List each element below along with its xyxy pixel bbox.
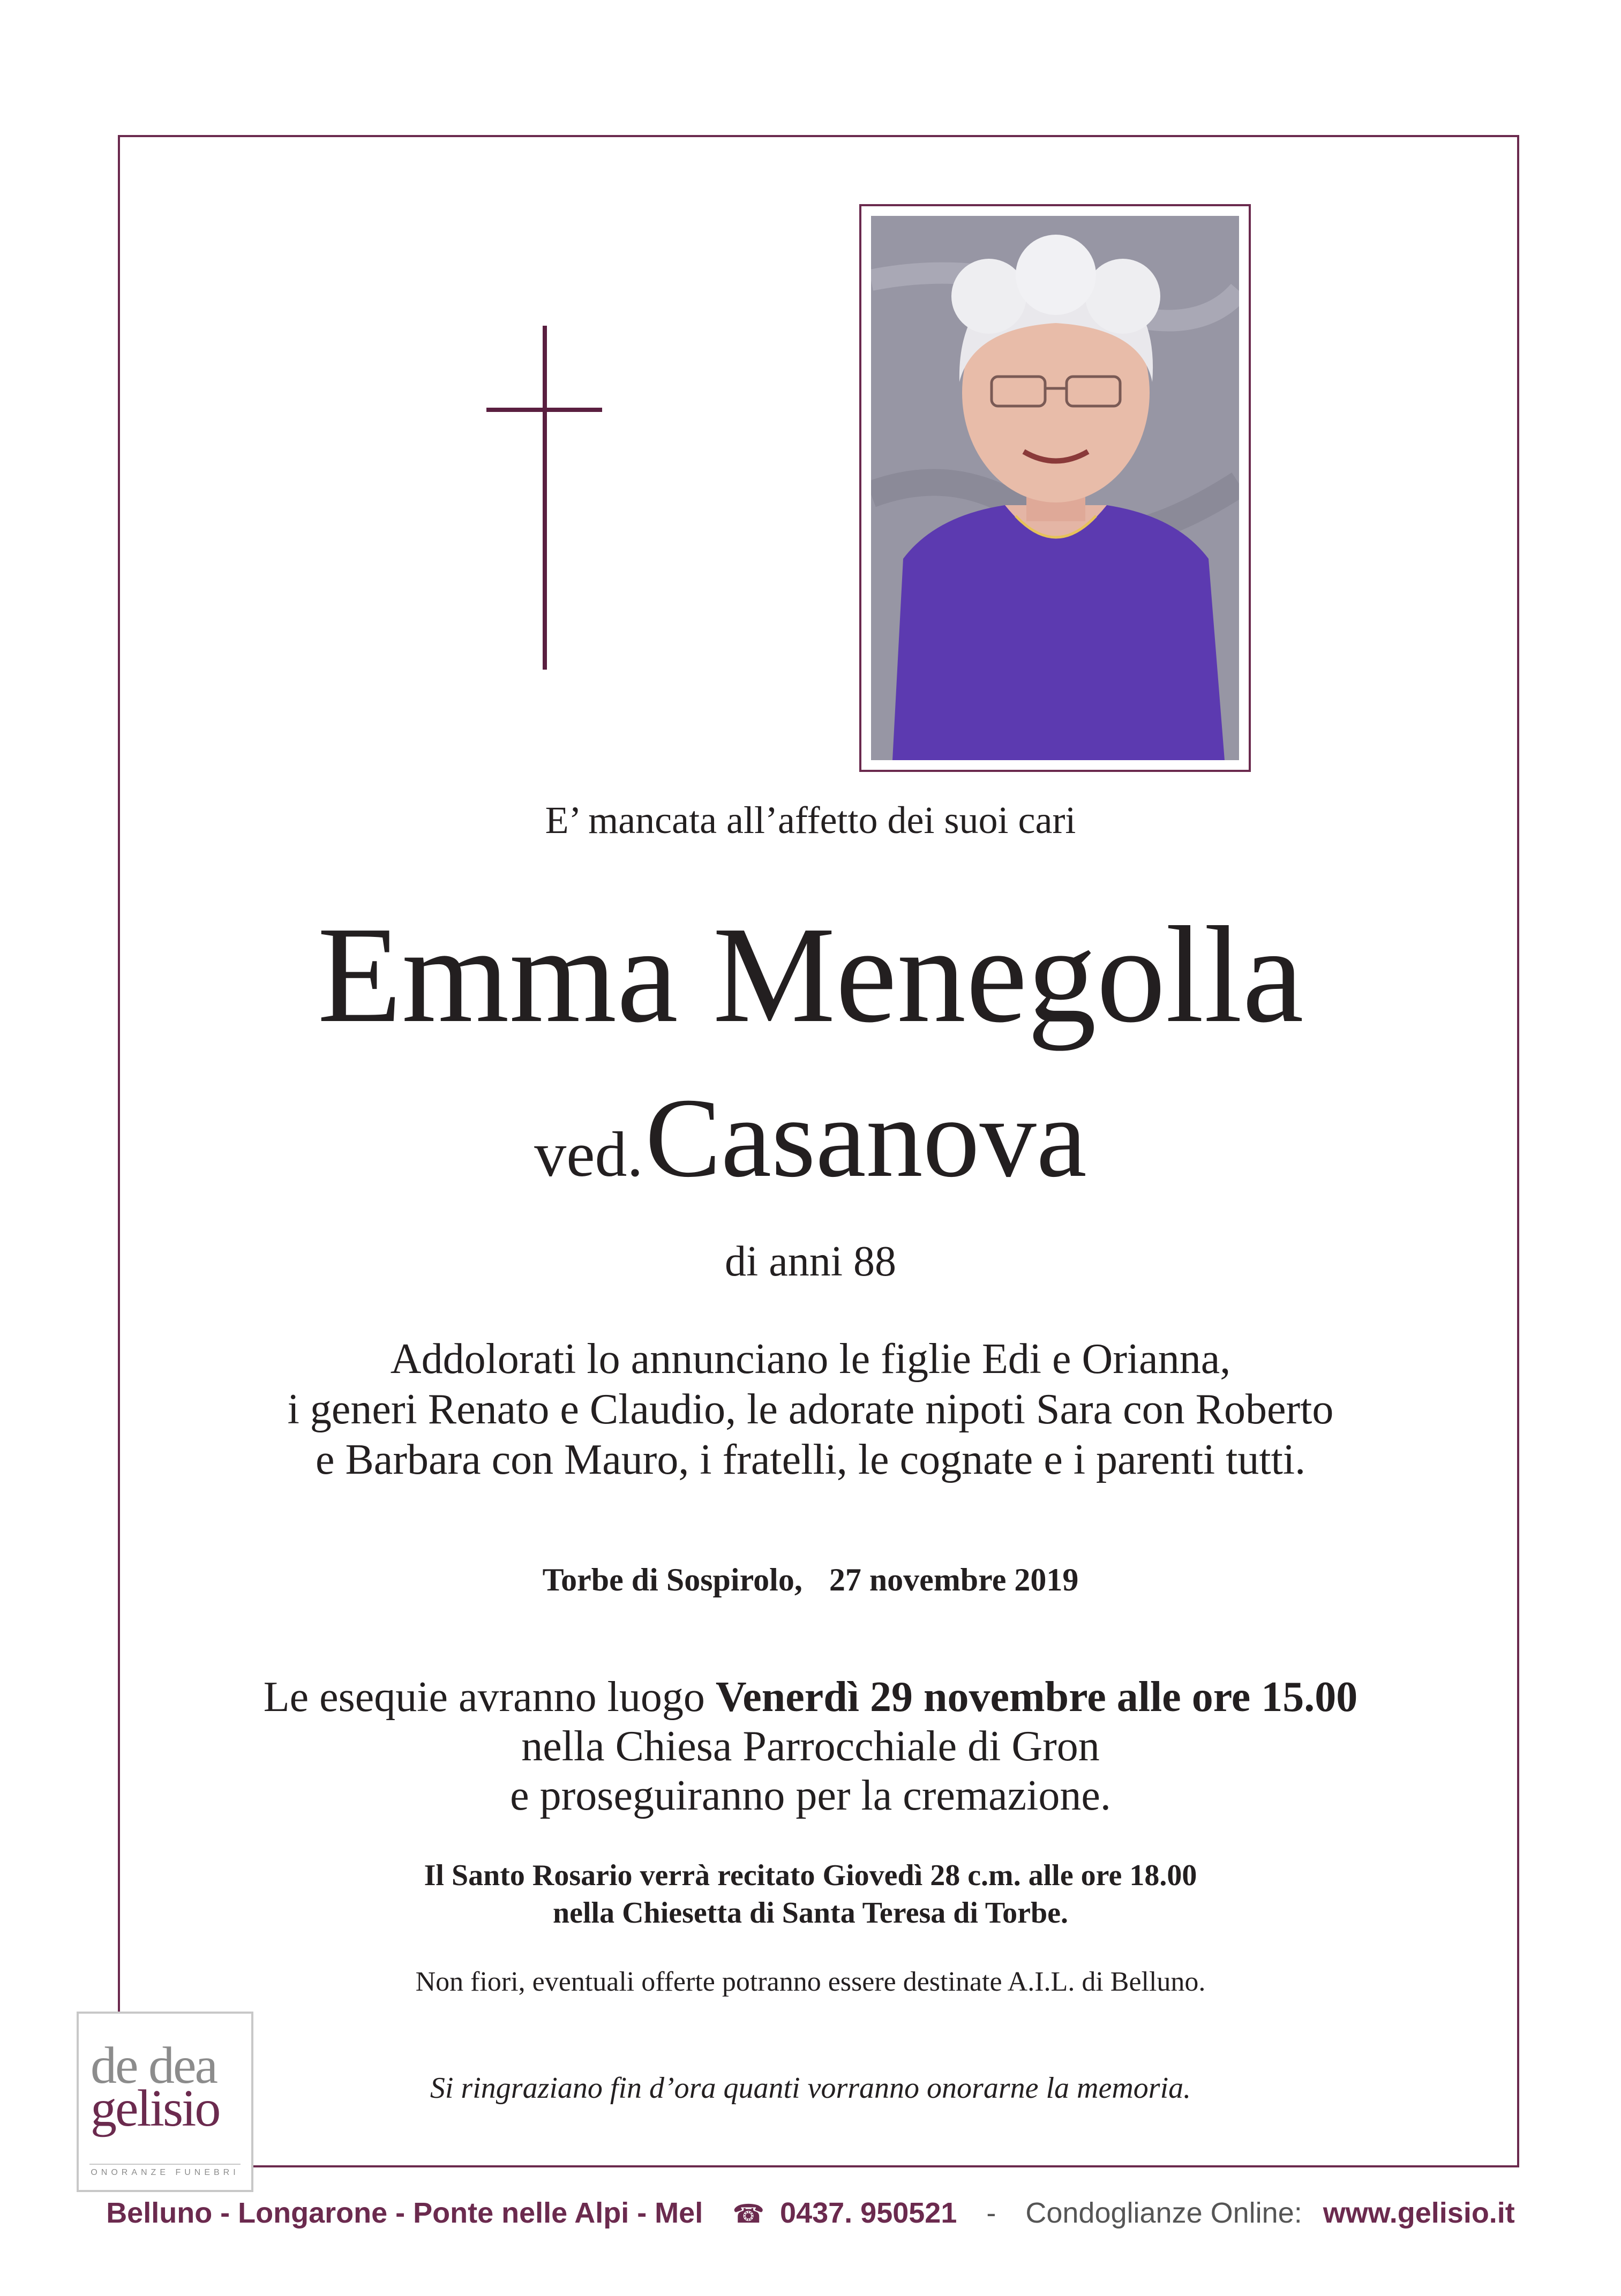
logo-tagline: ONORANZE FUNEBRI: [91, 2168, 239, 2177]
funeral-datetime: Venerdì 29 novembre alle ore 15.00: [715, 1674, 1358, 1721]
family-paragraph: [0, 1334, 1621, 1485]
married-name: Casanova: [645, 1075, 1087, 1200]
deceased-name: Emma Menegolla: [317, 898, 1304, 1051]
place-date: [0, 1562, 1621, 1599]
logo-line1: de dea: [91, 2037, 216, 2095]
funeral-home-logo: [77, 2012, 253, 2192]
flowers-note: Non fiori, eventuali offerte potranno essere destinate A.I.L. di Belluno.: [415, 1967, 1206, 1997]
widow-prefix: ved.: [534, 1119, 643, 1190]
footer-phone[interactable]: 0437. 950521: [780, 2197, 957, 2229]
website-link[interactable]: www.gelisio.it: [1323, 2197, 1515, 2229]
date-text: 27 novembre 2019: [829, 1562, 1079, 1597]
logo-divider: [89, 2164, 241, 2165]
logo-line2: gelisio: [91, 2080, 220, 2137]
footer-locations: Belluno - Longarone - Ponte nelle Alpi - Mel: [106, 2197, 703, 2229]
age-text: di anni 88: [725, 1238, 896, 1285]
family-line: i generi Renato e Claudio, le adorate nipoti Sara con Roberto: [287, 1386, 1334, 1433]
footer-separator: -: [986, 2197, 996, 2229]
condolences-label: Condoglianze Online:: [1025, 2197, 1302, 2229]
portrait-frame: [859, 204, 1251, 772]
funeral-location: nella Chiesa Parrocchiale di Gron: [521, 1723, 1100, 1770]
portrait-photo: [871, 216, 1239, 760]
married-name-line: [0, 1075, 1621, 1200]
rosary-line: nella Chiesetta di Santa Teresa di Torbe.: [552, 1896, 1068, 1930]
place-text: Torbe di Sospirolo,: [542, 1562, 802, 1597]
funeral-cremation: e proseguiranno per la cremazione.: [510, 1772, 1111, 1819]
thanks-text: Si ringraziano fin d’ora quanti vorranno onorarne la memoria.: [430, 2072, 1191, 2105]
family-line: Addolorati lo annunciano le figlie Edi e Orianna,: [390, 1335, 1231, 1383]
rosary-info: [0, 1857, 1621, 1932]
family-line: e Barbara con Mauro, i fratelli, le cognate e i parenti tutti.: [315, 1436, 1306, 1483]
funeral-info: [0, 1672, 1621, 1820]
funeral-intro: Le esequie avranno luogo: [263, 1674, 716, 1721]
intro-text: E’ mancata all’affetto dei suoi cari: [545, 799, 1076, 842]
phone-icon: ☎: [732, 2200, 765, 2229]
rosary-line: Il Santo Rosario verrà recitato Giovedì 28 c.m. alle ore 18.00: [424, 1859, 1197, 1892]
footer-contacts: [0, 2196, 1621, 2230]
